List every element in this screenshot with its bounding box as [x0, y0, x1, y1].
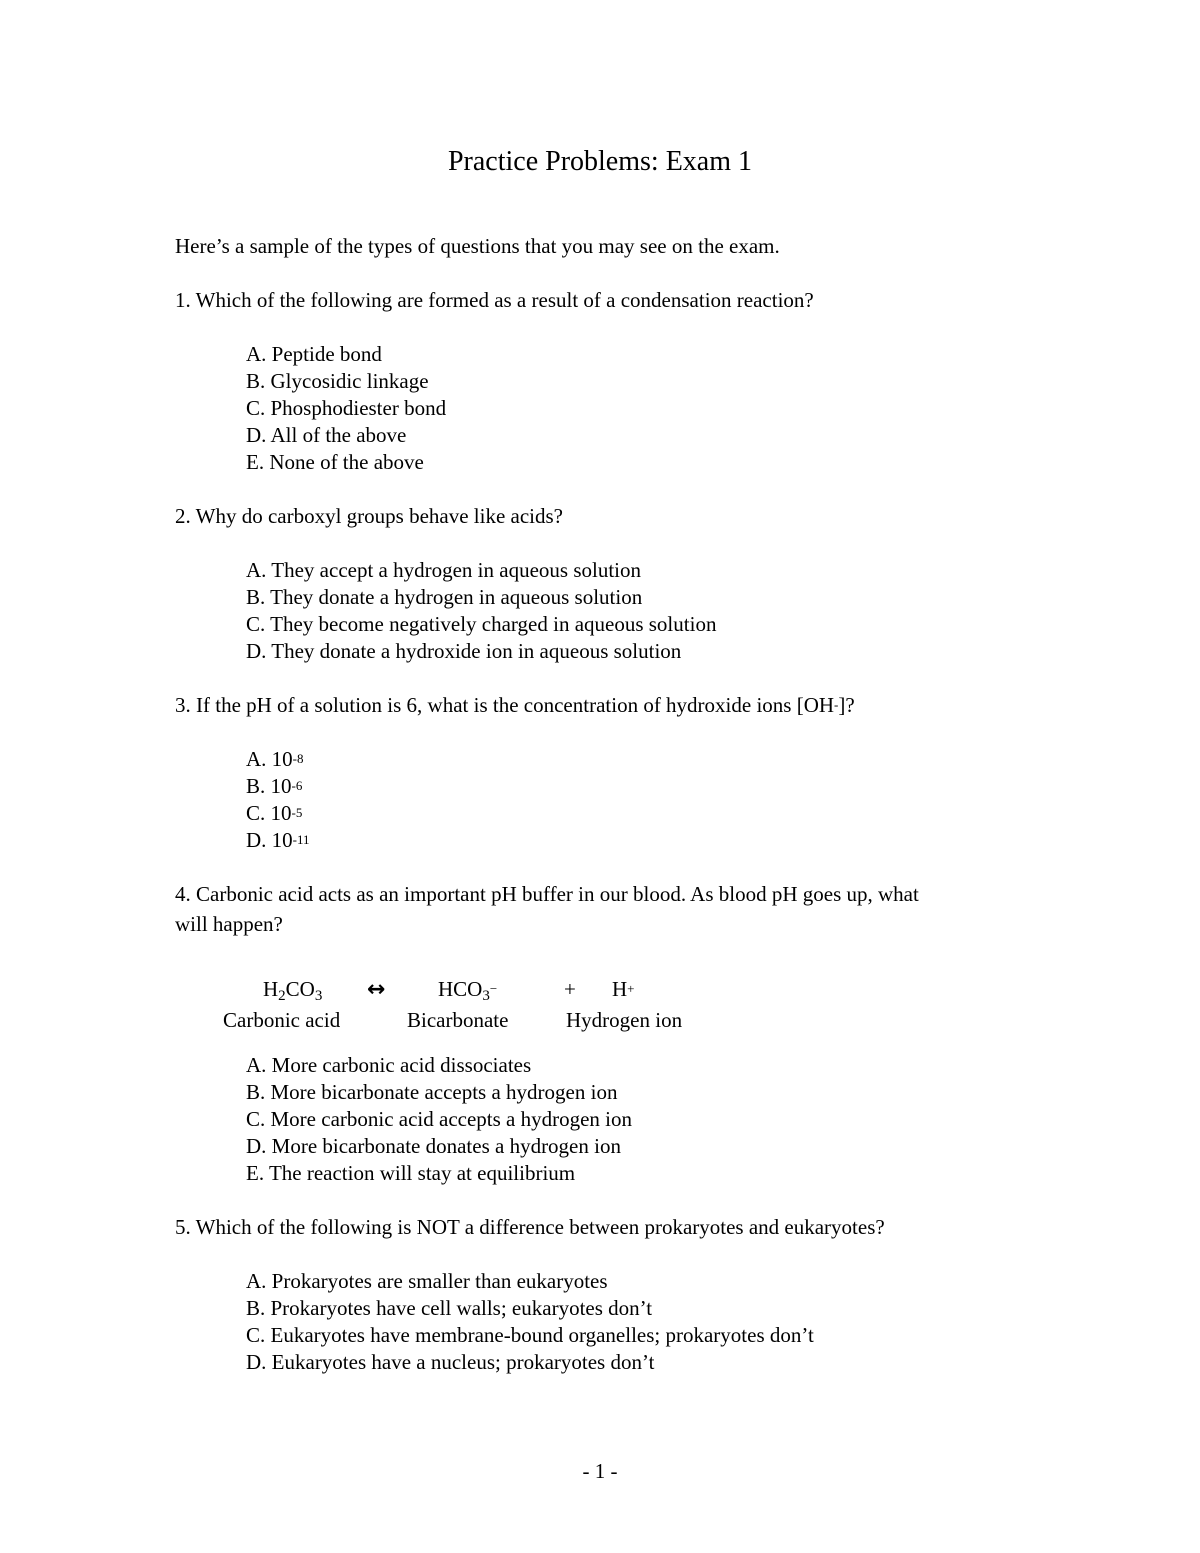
question-text: Which of the following are formed as a result of a condensation reaction?: [195, 288, 814, 312]
question-number: 1.: [175, 288, 191, 312]
question-4-option-c: C. More carbonic acid accepts a hydrogen ion: [246, 1107, 633, 1131]
question-1-option-d: D. All of the above: [246, 423, 407, 447]
question-1-option-c: C. Phosphodiester bond: [246, 396, 447, 420]
bicarbonate-label: Bicarbonate: [407, 1008, 509, 1032]
question-4-option-b: B. More bicarbonate accepts a hydrogen ion: [246, 1080, 618, 1104]
question-3-option-a: A. $10^{-8}$: [246, 747, 304, 771]
intro-text: Here’s a sample of the types of questions that you may see on the exam.: [175, 234, 780, 258]
carbonic-acid-label: Carbonic acid: [223, 1008, 341, 1032]
plus-sign: +: [564, 977, 576, 1001]
question-4-option-a: A. More carbonic acid dissociates: [246, 1053, 532, 1077]
question-text: If the pH of a solution is 6, what is the concentration of hydroxide ions [OH-]?: [196, 693, 855, 717]
question-3: [175, 692, 855, 719]
question-number: 3.: [175, 693, 191, 717]
question-2: [175, 503, 563, 530]
question-2-option-d: D. They donate a hydroxide ion in aqueous solution: [246, 639, 682, 663]
question-5-option-d: D. Eukaryotes have a nucleus; prokaryotes don’t: [246, 1350, 655, 1374]
page-title: Practice Problems: Exam 1: [447, 146, 753, 177]
question-4-option-d: D. More bicarbonate donates a hydrogen ion: [246, 1134, 621, 1158]
question-1-option-a: A. Peptide bond: [246, 342, 382, 366]
hydrogen-ion-formula: H+: [612, 977, 635, 1001]
question-3-option-c: C. $10^{-5}$: [246, 801, 303, 825]
hydrogen-ion-label: Hydrogen ion: [566, 1008, 683, 1032]
bicarbonate-formula: $HCO_3^-$: [438, 977, 498, 1004]
question-text: Why do carboxyl groups behave like acids?: [195, 504, 564, 528]
question-5-option-a: A. Prokaryotes are smaller than eukaryotes: [246, 1269, 608, 1293]
question-text: Carbonic acid acts as an important pH buffer in our blood. As blood pH goes up, what: [196, 882, 919, 906]
question-number: 4.: [175, 882, 191, 906]
carbonic-acid-formula: $H_2CO_3$: [263, 977, 323, 1004]
question-2-option-c: C. They become negatively charged in aqueous solution: [246, 612, 717, 636]
question-3-option-d: D. $10^{-11}$: [246, 828, 310, 852]
question-1-option-b: B. Glycosidic linkage: [246, 369, 429, 393]
question-5: [175, 1214, 885, 1241]
equilibrium-arrow: ↔: [367, 977, 386, 1002]
question-5-option-b: B. Prokaryotes have cell walls; eukaryotes don’t: [246, 1296, 653, 1320]
question-4-option-e: E. The reaction will stay at equilibrium: [246, 1161, 576, 1185]
question-2-option-b: B. They donate a hydrogen in aqueous solution: [246, 585, 643, 609]
question-4-text-continued: will happen?: [175, 912, 283, 936]
question-1: [175, 287, 814, 314]
question-4: [175, 881, 919, 908]
page-number: - 1 -: [582, 1459, 618, 1483]
question-5-option-c: C. Eukaryotes have membrane-bound organelles; prokaryotes don’t: [246, 1323, 814, 1347]
question-text: Which of the following is NOT a difference between prokaryotes and eukaryotes?: [195, 1215, 885, 1239]
question-2-option-a: A. They accept a hydrogen in aqueous solution: [246, 558, 642, 582]
question-3-option-b: B. $10^{-6}$: [246, 774, 303, 798]
question-number: 2.: [175, 504, 191, 528]
question-number: 5.: [175, 1215, 191, 1239]
question-1-option-e: E. None of the above: [246, 450, 424, 474]
